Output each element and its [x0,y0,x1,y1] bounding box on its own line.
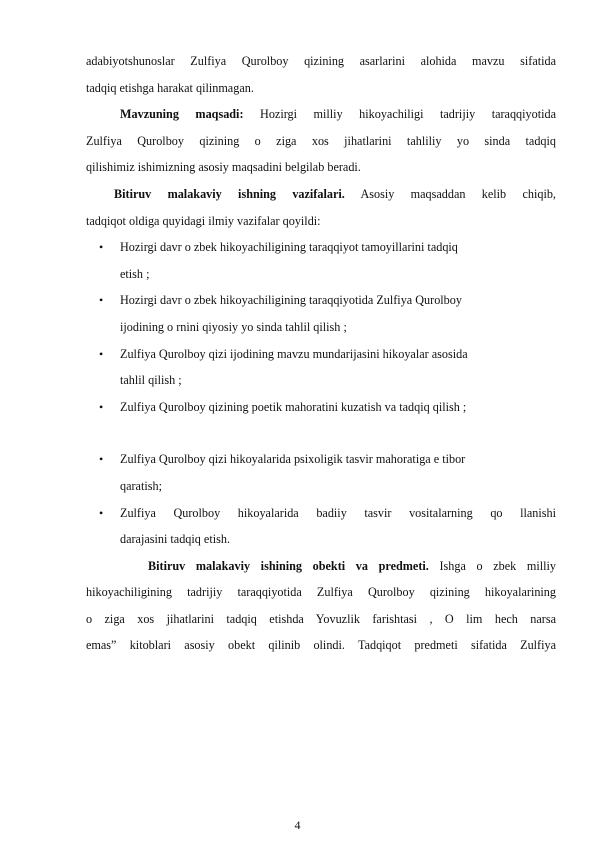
list-item [86,500,556,553]
text-span: Ishga o zbek milliy [428,558,556,573]
text-line: Zulfiya Qurolboy qizi ijodining mavzu mundarijasini hikoyalar asosida [120,346,468,361]
bullet-icon: • [99,293,104,308]
bullet-icon: • [99,505,104,520]
text-line: tadqiq etishga harakat qilinmagan. [86,80,254,95]
text-line: adabiyotshunoslar Zulfiya Qurolboy qizining asarlarini alohida mavzu sifatida [86,54,556,68]
paragraph-object [86,553,556,659]
goal-heading: Mavzuning maqsadi: [120,107,244,122]
tasks-list [86,234,556,420]
text-line: tahlil qilish ; [120,373,182,388]
list-item [86,234,556,287]
paragraph-goal [86,101,556,181]
text-line: Zulfiya Qurolboy qizining poetik mahoratini kuzatish va tadqiq qilish ; [120,399,467,414]
spacer [86,420,556,446]
paragraph-intro [86,48,556,101]
list-item [86,446,556,499]
text-span: Hozirgi milliy hikoyachiligi tadrijiy taraqqiyotida [243,107,556,122]
text-line: hikoyachiligining tadrijiy taraqqiyotida Zulfiya Qurolboy qizining hikoyalarining [86,585,556,600]
text-line [86,553,556,580]
text-span: Asosiy maqsaddan kelib chiqib, [344,186,556,201]
text-line: etish ; [120,266,150,281]
text-line: ijodining o rnini qiyosiy yo sinda tahlil qilish ; [120,319,347,334]
text-line: qilishimiz ishimizning asosiy maqsadini belgilab beradi. [86,160,361,175]
bullet-icon: • [99,399,104,414]
list-item [86,341,556,394]
bullet-icon: • [99,240,104,255]
text-line: Zulfiya Qurolboy hikoyalarida badiiy tasvir vositalarning qo llanishi [120,505,556,520]
tasks-list-continued [86,446,556,552]
text-line: Hozirgi davr o zbek hikoyachiligining taraqqiyotida Zulfiya Qurolboy [120,293,462,308]
text-line [86,181,556,208]
paragraph-tasks [86,181,556,234]
text-line: tadqiqot oldiga quyidagi ilmiy vazifalar qoyildi: [86,213,321,228]
list-item [86,394,556,421]
tasks-heading: Bitiruv malakaviy ishning vazifalari. [114,186,345,201]
bullet-icon: • [99,346,104,361]
text-line: qaratish; [120,478,162,493]
page-number: 4 [294,818,301,832]
bullet-icon: • [99,452,104,467]
document-page [86,48,556,659]
text-line [86,101,556,128]
list-item [86,287,556,340]
text-line: Zulfiya Qurolboy qizining o ziga xos jihatlarini tahliliy yo sinda tadqiq [86,133,556,148]
text-line: darajasini tadqiq etish. [120,532,230,547]
text-line: emas” kitoblari asosiy obekt qilinib olindi. Tadqiqot predmeti sifatida Zulfiya [86,638,556,653]
text-line: o ziga xos jihatlarini tadqiq etishda Yovuzlik farishtasi , O lim hech narsa [86,611,556,626]
text-line: Hozirgi davr o zbek hikoyachiligining taraqqiyot tamoyillarini tadqiq [120,240,458,255]
text-line: Zulfiya Qurolboy qizi hikoyalarida psixoligik tasvir mahoratiga e tibor [120,452,466,467]
object-heading: Bitiruv malakaviy ishining obekti va predmeti. [148,558,429,573]
